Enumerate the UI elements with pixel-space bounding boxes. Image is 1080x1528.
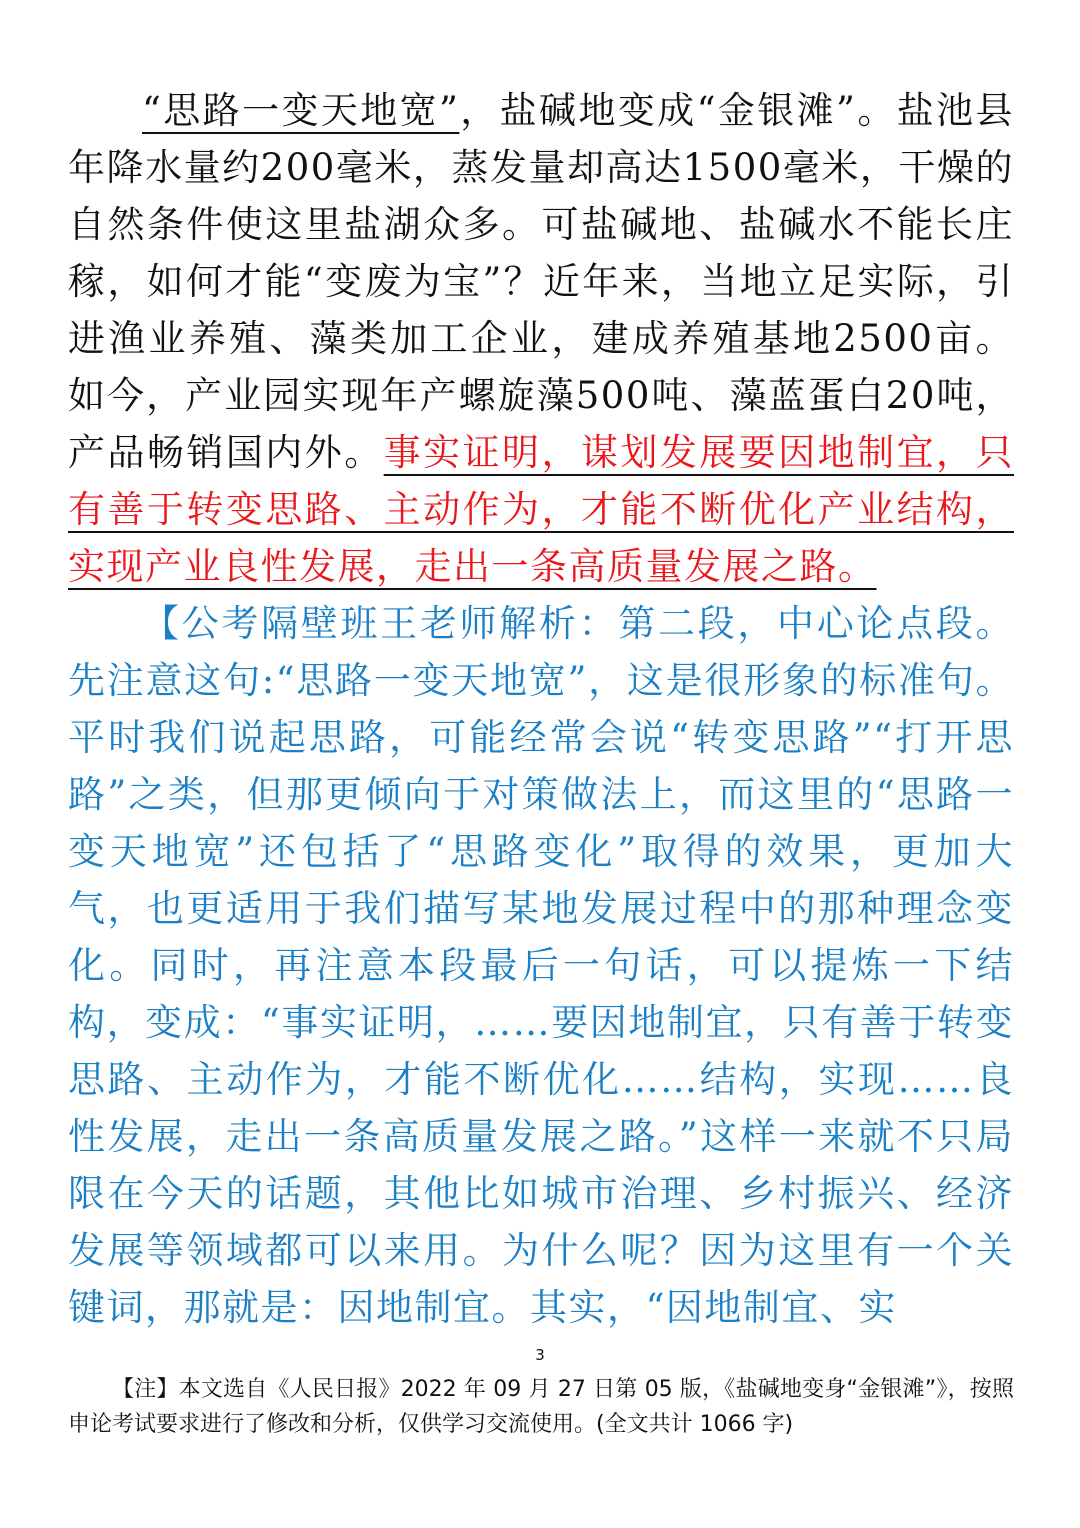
page-number: 3 — [535, 1346, 545, 1364]
source-footnote: 【注】本文选自《人民日报》2022 年 09 月 27 日第 05 版，《盐碱地变身“金银滩”》，按照申论考试要求进行了修改和分析，仅供学习交流使用。(全文共计 1066 字) — [68, 1377, 1014, 1437]
paragraph-body: ，盐碱地变成“金银滩”。盐池县年降水量约200毫米，蒸发量却高达1500毫米，干燥的自然条件使这里盐湖众多。可盐碱地、盐碱水不能长庄稼，如何才能“变废为宝”？近年来，当地立足实际，引进渔业养殖、藻类加工企业，建成养殖基地2500亩。如今，产业园实现年产螺旋藻500吨、藻蓝蛋白20吨，产品畅销国内外。 — [68, 89, 1014, 474]
paragraph-central-argument — [68, 82, 1014, 595]
highlighted-conclusion: 事实证明，谋划发展要因地制宜，只有善于转变思路、主动作为，才能不断优化产业结构，实现产业良性发展，走出一条高质量发展之路。 — [68, 431, 1015, 588]
article-body — [68, 82, 1014, 1336]
teacher-analysis: 【公考隔壁班王老师解析：第二段，中心论点段。先注意这句:“思路一变天地宽”，这是很形象的标准句。平时我们说起思路，可能经常会说“转变思路”“打开思路”之类，但那更倾向于对策做法上，而这里的“思路一变天地宽”还包括了“思路变化”取得的效果，更加大气，也更适用于我们描写某地发展过程中的那种理念变化。同时，再注意本段最后一句话，可以提炼一下结构，变成：“事实证明，……要因地制宜，只有善于转变思路、主动作为，才能不断优化……结构，实现……良性发展，走出一条高质量发展之路。”这样一来就不只局限在今天的话题，其他比如城市治理、乡村振兴、经济发展等领域都可以来用。为什么呢？因为这里有一个关键词，那就是：因地制宜。其实，“因地制宜、实 — [68, 602, 1014, 1329]
lead-phrase: “思路一变天地宽” — [142, 89, 460, 132]
